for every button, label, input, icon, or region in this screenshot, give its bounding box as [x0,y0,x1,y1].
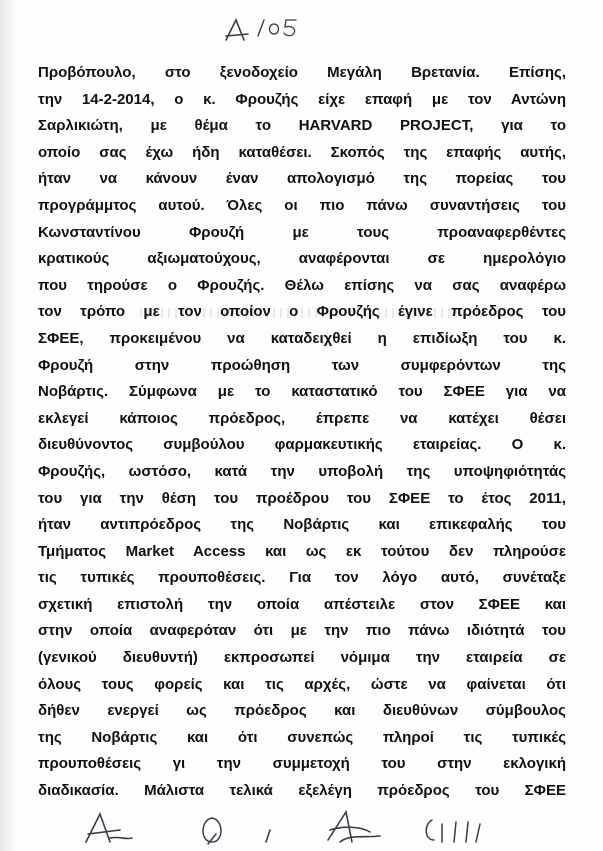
text-line: Φρουζής, ωστόσο, κατά την υποβολή της υποψηφιότητάς [38,462,566,480]
text-line: Προβόπουλο, στο ξενοδοχείο Μεγάλη Βρετανία. Επίσης, [38,64,566,81]
text-line: όλους τους φορείς και τις αρχές, ώστε να φαίνεται ότι [38,675,566,693]
text-line: Νοβάρτις. Σύμφωνα με το καταστατικό του ΣΦΕΕ για να [38,383,566,401]
text-line: που τηρούσε ο Φρουζής. Θέλω επίσης να σας αναφέρω [38,276,566,294]
text-line: Σαρλικιώτη, με θέμα το HARVARD PROJECT, για το [38,117,566,135]
text-line: δήθεν ενεργεί ως πρόεδρος και διευθύνων σύμβουλος [38,702,566,720]
signature-row [80,808,500,848]
text-line: ΣΦΕΕ, προκειμένου να καταδειχθεί η επιδίωξη του κ. [38,329,566,347]
text-line: οποίο σας έχω ήδη καταθέσει. Σκοπός της επαφής αυτής, [38,143,566,161]
handwritten-page-number [222,14,302,44]
text-line: ήταν να κάνουν έναν απολογισμό της πορείας του [38,170,566,188]
text-line: διευθύνοντος συμβούλου φαρμακευτικής εταιρείας. Ο κ. [38,436,566,454]
text-line: του για την θέση του προέδρου του ΣΦΕΕ το έτος 2011, [38,489,566,507]
signature-2 [190,808,240,848]
text-line: εκλεγεί κάποιος πρόεδρος, έπρεπε να κατέχει θέσει [38,409,566,427]
text-line: ήταν αντιπρόεδρος της Νοβάρτις και επικεφαλής του [38,516,566,534]
text-line: προυποθέσεις γι την συμμετοχή του στην εκλογική [38,755,566,773]
signature-1 [80,808,150,848]
text-line: (γενικού διευθυντή) εκπροσωπεί νόμιμα την εταιρεία σε [38,649,566,667]
signature-4 [320,808,390,848]
text-line: σχετική επιστολή την οποία απέστειλε στον ΣΦΕΕ και [38,595,566,613]
text-line: Φρουζή στην προώθηση των συμφερόντων της [38,356,566,374]
signature-5 [420,808,500,848]
text-line: τον τρόπο με τον οποίον ο Φρουζής έγινε πρόεδρος του [38,303,566,321]
text-line: την 14-2-2014, ο κ. Φρουζής είχε επαφή με τον Αντώνη [38,90,566,108]
text-line: στην οποία αναφερόταν ότι με την πιο πάνω ιδιότητά του [38,622,566,640]
scan-margin-shadow [0,0,18,851]
text-line: διαδικασία. Μάλιστα τελικά εξελέγη πρόεδρος του ΣΦΕΕ [38,782,566,800]
document-body [38,60,566,805]
text-line: της Νοβάρτις και ότι συνεπώς πληροί τις τυπικές [38,728,566,746]
signature-3 [258,808,278,848]
text-line: Κωνσταντίνου Φρουζή με τους προαναφερθέντες [38,223,566,241]
text-line: Τμήματος Market Access και ως εκ τούτου δεν πληρούσε [38,542,566,560]
text-line: κρατικούς αξιωματούχους, αναφέρονται σε ημερολόγιο [38,250,566,268]
text-line: προγράμμτος αυτού. Όλες οι πιο πάνω συναντήσεις του [38,196,566,214]
text-line: τις τυπικές προυποθέσεις. Για τον λόγο αυτό, συνέταξε [38,569,566,587]
